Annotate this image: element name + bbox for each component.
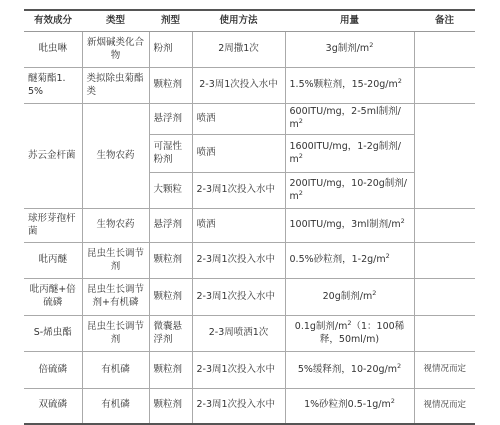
dose-text: 600ITU/mg，2-5ml制剂/m — [289, 106, 401, 130]
header-form: 剂型 — [149, 10, 192, 32]
dose-text: 200ITU/mg，10-20g制剂/m — [289, 177, 408, 202]
dose-text: 1%砂粒剂0.5-1g/m — [304, 399, 391, 411]
cell-note — [414, 243, 475, 279]
cell-method: 2-3周1次投入水中 — [192, 389, 285, 424]
cell-method: 2-3周1次投入水中 — [192, 173, 285, 209]
header-note: 备注 — [414, 10, 475, 32]
cell-dose: 100ITU/mg，3ml制剂$/m^2$ — [285, 209, 414, 243]
cell-note — [414, 316, 475, 352]
cell-method: 2周撒1次 — [192, 32, 285, 68]
cell-type: 昆虫生长调节剂 — [82, 316, 149, 352]
cell-type: 昆虫生长调节剂+有机磷 — [82, 279, 149, 316]
table-header-row — [24, 10, 475, 32]
pesticide-table — [24, 9, 475, 425]
dose-text: 0.1g制剂/m — [294, 320, 348, 332]
cell-method: 2-3周喷洒1次 — [192, 316, 285, 352]
header-method: 使用方法 — [192, 10, 285, 32]
cell-method: 2-3周1次投入水中 — [192, 243, 285, 279]
dose-text: 1600ITU/mg，1-2g制剂/m — [289, 140, 401, 165]
dose-text: 3g制剂/m — [325, 43, 370, 55]
cell-ingredient: S-烯虫酯 — [24, 316, 82, 352]
table-row — [24, 316, 475, 352]
cell-note — [414, 209, 475, 243]
cell-dose: 0.1g制剂$/m^2(1$：100稀释，50ml/m) — [285, 316, 414, 352]
cell-type: 生物农药 — [82, 104, 149, 209]
cell-form: 颗粒剂 — [149, 389, 192, 424]
table-row — [24, 32, 475, 68]
cell-dose: 5%缓释剂，$10-20g/m^2$ — [285, 352, 414, 389]
dose-text: 0.5%砂粒剂，1-2g/m — [289, 254, 386, 266]
table-row — [24, 209, 475, 243]
cell-form: 微囊悬浮剂 — [149, 316, 192, 352]
cell-form: 悬浮剂 — [149, 104, 192, 135]
cell-method: 2-3周1次投入水中 — [192, 352, 285, 389]
cell-ingredient: 吡虫啉 — [24, 32, 82, 68]
cell-method: 喷洒 — [192, 209, 285, 243]
cell-ingredient: 醚菊酯1.5% — [24, 68, 82, 104]
cell-type: 生物农药 — [82, 209, 149, 243]
cell-type: 类拟除虫菊酯类 — [82, 68, 149, 104]
cell-dose: 200ITU/mg，10-20g制剂$/m^2$ — [285, 173, 414, 209]
table-row — [24, 279, 475, 316]
cell-ingredient: 球形芽孢杆菌 — [24, 209, 82, 243]
cell-form: 颗粒剂 — [149, 243, 192, 279]
cell-form: 颗粒剂 — [149, 352, 192, 389]
cell-form: 粉剂 — [149, 32, 192, 68]
cell-note: 视情况而定 — [414, 352, 475, 389]
cell-dose: 600ITU/mg，2-5ml制剂$/m^2$ — [285, 104, 414, 135]
cell-form: 大颗粒 — [149, 173, 192, 209]
cell-dose: 1%砂粒剂$0.5-1g/m^2$ — [285, 389, 414, 424]
cell-ingredient: 吡丙醚 — [24, 243, 82, 279]
cell-form: 可湿性粉剂 — [149, 135, 192, 173]
cell-ingredient: 倍硫磷 — [24, 352, 82, 389]
cell-note — [414, 32, 475, 68]
dose-extra: （1：100稀释，50ml/m — [319, 320, 405, 345]
table-row — [24, 243, 475, 279]
dose-text: 5%缓释剂，10-20g/m — [297, 363, 398, 375]
cell-method: 2-3周1次投入水中 — [192, 68, 285, 104]
cell-note — [414, 104, 475, 209]
cell-ingredient: 双硫磷 — [24, 389, 82, 424]
cell-method: 喷洒 — [192, 135, 285, 173]
header-type: 类型 — [82, 10, 149, 32]
table-row — [24, 104, 475, 135]
cell-dose: 0.5%砂粒剂，$1-2g/m^2$ — [285, 243, 414, 279]
cell-note — [414, 279, 475, 316]
cell-dose: 3g制剂$/m^2$ — [285, 32, 414, 68]
cell-type: 有机磷 — [82, 352, 149, 389]
cell-ingredient: 吡丙醚+倍硫磷 — [24, 279, 82, 316]
cell-type: 昆虫生长调节剂 — [82, 243, 149, 279]
cell-note — [414, 68, 475, 104]
cell-ingredient: 苏云金杆菌 — [24, 104, 82, 209]
cell-dose: 1.5%颗粒剂，$15-20g/m^2$ — [285, 68, 414, 104]
dose-text: 100ITU/mg，3ml制剂/m — [289, 219, 401, 231]
cell-form: 颗粒剂 — [149, 279, 192, 316]
cell-form: 颗粒剂 — [149, 68, 192, 104]
cell-type: 新烟碱类化合物 — [82, 32, 149, 68]
table-row — [24, 389, 475, 424]
table-row — [24, 68, 475, 104]
cell-method: 喷洒 — [192, 104, 285, 135]
table-row — [24, 352, 475, 389]
header-ingredient: 有效成分 — [24, 10, 82, 32]
cell-method: 2-3周1次投入水中 — [192, 279, 285, 316]
cell-note: 视情况而定 — [414, 389, 475, 424]
dose-text: 1.5%颗粒剂，15-20g/m — [289, 79, 398, 91]
cell-type: 有机磷 — [82, 389, 149, 424]
cell-dose: 1600ITU/mg，1-2g制剂$/m^2$ — [285, 135, 414, 173]
dose-text: 20g制剂/m — [322, 290, 373, 302]
cell-dose: 20g制剂$/m^2$ — [285, 279, 414, 316]
cell-form: 悬浮剂 — [149, 209, 192, 243]
header-dose: 用量 — [285, 10, 414, 32]
